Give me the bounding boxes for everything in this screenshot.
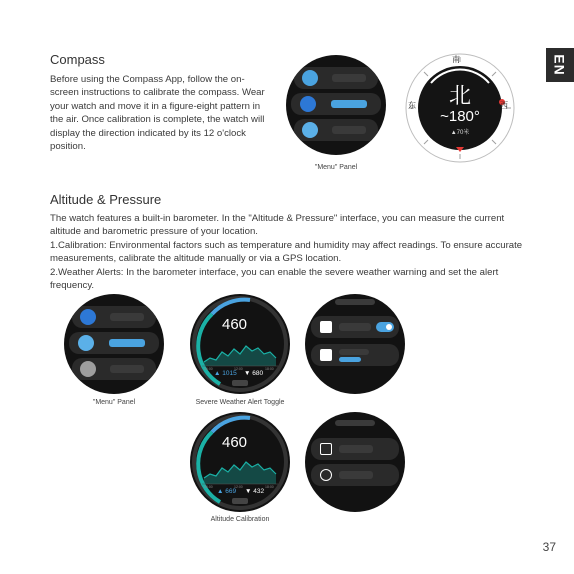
row-label bbox=[339, 323, 371, 331]
calibration-watch bbox=[305, 412, 405, 512]
altitude-value: 460 bbox=[222, 434, 248, 451]
info-button[interactable] bbox=[232, 498, 248, 504]
altitude-ring bbox=[190, 294, 290, 394]
time-label: 18:00 bbox=[265, 485, 274, 489]
menu-row-label-highlight bbox=[331, 100, 367, 108]
menu-row-label bbox=[110, 313, 144, 321]
compass-needle-icon bbox=[80, 309, 96, 325]
time-label: 12:00 bbox=[234, 367, 243, 371]
time-label: 06:00 bbox=[204, 485, 213, 489]
row-label bbox=[339, 471, 373, 479]
compass-menu-watch bbox=[286, 55, 386, 155]
menu-row-label-highlight bbox=[109, 339, 145, 347]
time-label: 18:00 bbox=[265, 367, 274, 371]
row-label bbox=[339, 349, 369, 355]
toggle-caption: Severe Weather Alert Toggle bbox=[195, 399, 285, 406]
west-label: 西 bbox=[500, 101, 508, 110]
compass-heading: Compass bbox=[50, 52, 105, 67]
compass-body: Before using the Compass App, follow the on-screen instructions to calibrate the compass. Wear your watch and move it in a figure-eight pattern in the air. Once calibration is complete, the watch will display the direction indicated by its 12 o'clock position. bbox=[50, 74, 265, 153]
menu-row-selected[interactable] bbox=[291, 93, 381, 115]
time-label: 06:00 bbox=[204, 367, 213, 371]
menu-row-selected[interactable] bbox=[69, 332, 159, 354]
altitude-screen-1 bbox=[190, 294, 290, 394]
manual-calibration-row[interactable] bbox=[311, 438, 399, 460]
language-tab: EN bbox=[546, 48, 574, 82]
alert-toggle-switch[interactable] bbox=[376, 322, 394, 332]
menu-row[interactable] bbox=[72, 306, 156, 328]
compass-dial bbox=[405, 53, 515, 163]
altitude-ring bbox=[190, 412, 290, 512]
menu-row-label bbox=[110, 365, 144, 373]
frequency-icon bbox=[320, 349, 332, 361]
gps-calibration-row[interactable] bbox=[311, 464, 399, 486]
altitude-menu-watch bbox=[64, 294, 164, 394]
min-altitude: ▼ 432 bbox=[245, 488, 265, 495]
compass-needle-icon bbox=[300, 96, 316, 112]
time-label: 12:00 bbox=[234, 485, 243, 489]
page-number: 37 bbox=[542, 540, 556, 554]
degrees-readout: ~180° bbox=[440, 108, 480, 125]
row-sublabel bbox=[339, 357, 361, 362]
location-icon bbox=[320, 469, 332, 481]
altitude-point-calibration: 1.Calibration: Environmental factors such as temperature and humidity may affect readings. To ensure accurate measurements, calibrate the altitude manually or via a GPS location. bbox=[50, 240, 523, 265]
east-label: 东 bbox=[408, 101, 416, 110]
header-pill bbox=[335, 299, 375, 305]
menu-row[interactable] bbox=[72, 358, 156, 380]
mountain-icon bbox=[78, 335, 94, 351]
mountain-icon bbox=[302, 122, 318, 138]
altitude-point-weather: 2.Weather Alerts: In the barometer interface, you can enable the severe weather warning and set the alert frequency. bbox=[50, 267, 499, 292]
max-pressure: ▲ 1015 bbox=[214, 370, 237, 377]
altitude-menu-caption: "Menu" Panel bbox=[92, 399, 136, 406]
row-label bbox=[339, 445, 373, 453]
compass-app-icon bbox=[302, 70, 318, 86]
menu-row[interactable] bbox=[294, 67, 378, 89]
info-button[interactable] bbox=[232, 380, 248, 386]
min-pressure: ▼ 680 bbox=[244, 370, 264, 377]
altitude-screen-2 bbox=[190, 412, 290, 512]
max-altitude: ▲ 669 bbox=[217, 488, 237, 495]
edit-icon bbox=[320, 443, 332, 455]
alert-toggle-row[interactable] bbox=[311, 316, 399, 338]
menu-row-label bbox=[332, 126, 366, 134]
calibration-caption: Altitude Calibration bbox=[210, 516, 270, 523]
weather-alert-watch bbox=[305, 294, 405, 394]
weather-alert-icon bbox=[320, 321, 332, 333]
altitude-readout: ▲70米 bbox=[450, 130, 470, 136]
gauge-icon bbox=[80, 361, 96, 377]
direction-label: 北 bbox=[448, 83, 471, 108]
alert-frequency-row[interactable] bbox=[311, 344, 399, 366]
south-label: 南 bbox=[452, 55, 460, 64]
compass-menu-caption: "Menu" Panel bbox=[314, 164, 358, 171]
header-pill bbox=[335, 420, 375, 426]
altitude-heading: Altitude & Pressure bbox=[50, 192, 162, 207]
altitude-body: The watch features a built-in barometer. In the "Altitude & Pressure" interface, you can measure the current altitude and barometric pressure of your location. bbox=[50, 213, 505, 238]
menu-row[interactable] bbox=[294, 119, 378, 141]
menu-row-label bbox=[332, 74, 366, 82]
toggle-knob bbox=[386, 324, 392, 330]
altitude-value: 460 bbox=[222, 316, 248, 333]
